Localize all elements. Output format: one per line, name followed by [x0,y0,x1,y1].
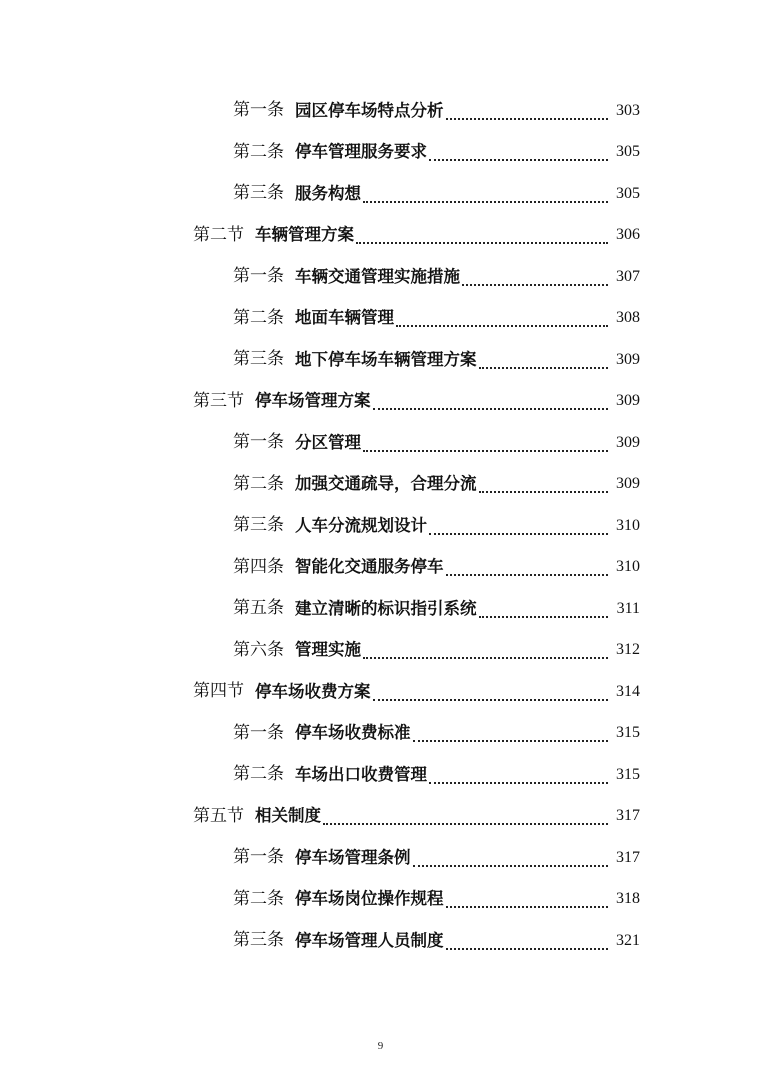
dot-leader [429,781,608,784]
toc-entry-page: 307 [616,267,640,285]
dot-leader [396,324,608,327]
toc-entry-number: 第三条 [233,515,284,536]
toc-entry-title: 停车场收费标准 [295,723,411,742]
toc-entry[interactable] [0,422,761,464]
toc-entry-page: 309 [616,433,640,451]
toc-entry-title: 人车分流规划设计 [295,515,427,535]
toc-entry-page: 306 [616,226,640,244]
toc-entry-number: 第五节 [193,805,244,826]
toc-entry-number: 第一条 [233,432,284,453]
toc-entry[interactable] [0,464,761,506]
toc-entry[interactable] [0,796,761,838]
toc-entry[interactable] [0,215,761,257]
dot-leader [363,656,608,659]
toc-entry[interactable] [0,173,761,215]
toc-entry-page: 310 [616,558,640,576]
dot-leader [323,822,608,825]
dot-leader [373,698,609,701]
toc-entry-number: 第三节 [193,390,244,411]
toc-entry-number: 第四节 [193,681,244,702]
toc-entry-page: 310 [616,516,640,534]
dot-leader [429,532,608,535]
toc-entry-title: 停车管理服务要求 [295,142,427,161]
toc-entry-page: 318 [616,890,640,908]
toc-entry[interactable] [0,298,761,340]
toc-entry-title: 停车场管理条例 [295,847,411,867]
toc-entry-page: 315 [616,724,640,742]
toc-entry-page: 314 [616,682,640,700]
toc-entry-page: 309 [616,392,640,410]
toc-entry-number: 第五条 [233,598,284,619]
dot-leader [446,947,609,950]
toc-entry-title: 相关制度 [255,806,321,825]
toc-entry-title: 停车场收费方案 [255,681,371,701]
dot-leader [479,490,609,493]
toc-entry[interactable] [0,879,761,921]
toc-entry[interactable] [0,588,761,630]
toc-entry-number: 第一条 [233,847,284,868]
dot-leader [363,449,608,452]
toc-entry-title: 车辆管理方案 [255,225,354,244]
toc-entry[interactable] [0,505,761,547]
dot-leader [429,158,608,161]
toc-entry-title: 建立清晰的标识指引系统 [295,598,477,618]
page-number: 9 [377,1040,384,1052]
toc-entry-number: 第六条 [233,639,284,660]
toc-entry-number: 第二条 [233,764,284,785]
toc-entry-title: 地下停车场车辆管理方案 [295,349,477,369]
dot-leader [462,283,608,286]
toc-entry-number: 第二条 [233,307,284,328]
toc-entry[interactable] [0,339,761,381]
toc-entry[interactable] [0,920,761,962]
toc-entry-title: 加强交通疏导，合理分流 [295,474,477,493]
toc-entry[interactable] [0,547,761,589]
toc-entry-page: 309 [616,350,640,368]
toc-entry-number: 第一条 [233,266,284,287]
toc-entry[interactable] [0,256,761,298]
toc-entry-page: 305 [616,143,640,161]
toc-entry-page: 317 [616,848,640,866]
toc-entry-number: 第一条 [233,100,284,121]
dot-leader [356,241,608,244]
dot-leader [363,200,608,203]
dot-leader [479,615,609,618]
toc-entry-number: 第三条 [233,930,284,951]
toc-entry-number: 第三条 [233,183,284,204]
toc-entry[interactable] [0,837,761,879]
toc-entry-page: 321 [616,931,640,949]
toc-entry-number: 第一条 [233,722,284,743]
toc-entry-title: 停车场管理人员制度 [295,930,444,950]
toc-entry-title: 停车场岗位操作规程 [295,889,444,908]
toc-entry[interactable] [0,630,761,672]
toc-entry-number: 第四条 [233,556,284,577]
dot-leader [446,117,609,120]
dot-leader [446,573,609,576]
toc-entry-title: 地面车辆管理 [295,308,394,327]
toc-entry-title: 园区停车场特点分析 [295,100,444,120]
toc-entry-page: 317 [616,807,640,825]
toc-entry-page: 311 [616,599,640,617]
table-of-contents [0,90,761,962]
toc-entry-page: 315 [616,765,640,783]
toc-entry[interactable] [0,754,761,796]
toc-entry[interactable] [0,713,761,755]
toc-entry-page: 309 [616,475,640,493]
toc-entry-page: 303 [616,101,640,119]
dot-leader [479,366,609,369]
toc-entry-title: 服务构想 [295,183,361,203]
toc-entry-number: 第二条 [233,141,284,162]
toc-entry[interactable] [0,90,761,132]
toc-entry-title: 车场出口收费管理 [295,764,427,784]
toc-entry-title: 分区管理 [295,432,361,452]
toc-entry-title: 停车场管理方案 [255,391,371,410]
toc-entry-number: 第三条 [233,349,284,370]
toc-entry-page: 308 [616,309,640,327]
toc-entry-page: 305 [616,184,640,202]
toc-entry-title: 管理实施 [295,640,361,659]
dot-leader [446,905,609,908]
toc-entry-number: 第二条 [233,473,284,494]
dot-leader [373,407,609,410]
dot-leader [413,739,609,742]
toc-entry[interactable] [0,381,761,423]
toc-entry-title: 车辆交通管理实施措施 [295,266,460,286]
toc-entry-number: 第二节 [193,224,244,245]
toc-entry-number: 第二条 [233,888,284,909]
toc-entry-title: 智能化交通服务停车 [295,557,444,576]
toc-entry[interactable] [0,671,761,713]
dot-leader [413,864,609,867]
toc-entry-page: 312 [616,641,640,659]
toc-entry[interactable] [0,132,761,174]
